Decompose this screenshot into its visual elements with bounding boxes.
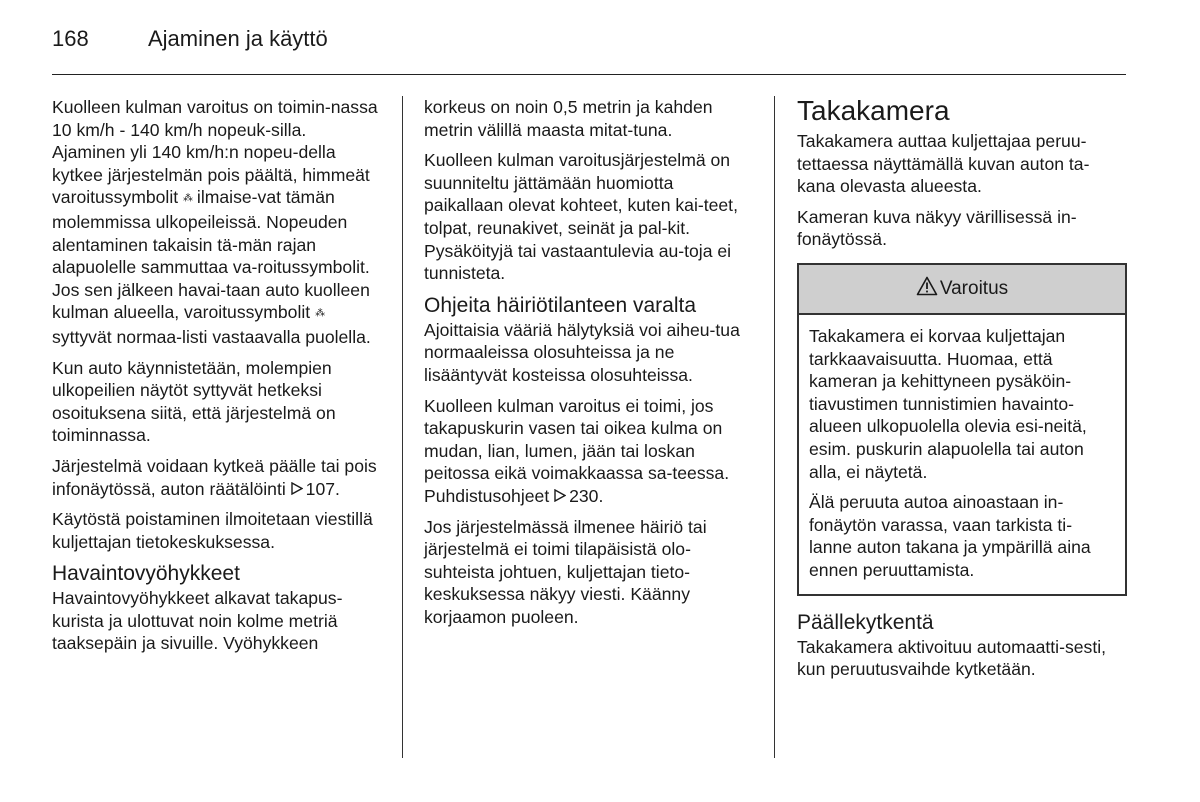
warning-header <box>799 265 1125 315</box>
text-run: Järjestelmä voidaan kytkeä päälle tai pois infonäytössä, auton räätälöinti <box>52 455 377 499</box>
column-divider <box>774 96 775 758</box>
text-run: Kuolleen kulman varoitus ei toimi, jos takapuskurin vasen tai oikea kulma on mudan, lian, lumen, jään tai loskan peitossa eikä voimakkaassa sa-teessa. Puhdistusohjeet <box>424 395 730 506</box>
paragraph <box>52 455 382 500</box>
paragraph: Ajoittaisia vääriä hälytyksiä voi aiheu-tua normaaleissa olosuhteissa ja ne lisääntyvät kosteissa olosuhteissa. <box>424 319 740 385</box>
section-title: Takakamera <box>797 95 950 126</box>
text-run: syttyvät normaa-listi vastaavalla puolella. <box>52 326 371 347</box>
page-header <box>52 26 1126 75</box>
paragraph <box>52 96 382 349</box>
warning-triangle-icon <box>916 276 938 302</box>
section-heading: Päällekytkentä <box>797 610 934 634</box>
paragraph: Kuolleen kulman varoitusjärjestelmä on suunniteltu jättämään huomiotta paikallaan olevat kohteet, kuten kai-teet, tolpat, reunakivet, seinät ja pal-kit. Pysäköityjä tai vastaantulevia au-toja ei tunnisteta. <box>424 150 738 284</box>
page-reference-arrow-icon <box>554 485 566 508</box>
paragraph: Takakamera auttaa kuljettajaa peruu-tettaessa näyttämällä kuvan auton ta-kana olevasta alueesta. <box>797 131 1090 197</box>
page-reference-arrow-icon <box>291 478 303 501</box>
paragraph: Älä peruuta autoa ainoastaan in-fonäytön varassa, vaan tarkista ti-lanne auton takana ja ympärillä aina ennen peruuttamista. <box>809 492 1091 580</box>
column-divider <box>402 96 403 758</box>
section-heading: Havaintovyöhykkeet <box>52 562 240 586</box>
paragraph: Havaintovyöhykkeet alkavat takapus-kurista ja ulottuvat noin kolme metriä taaksepäin ja sivuille. Vyöhykkeen <box>52 588 343 654</box>
text-run: Kuolleen kulman varoitus on toimin-nassa 10 km/h - 140 km/h nopeuk-silla. Ajaminen yli 140 km/h:n nopeu-della kytkee järjestelmän pois päältä, himmeät varoitussymbolit <box>52 97 378 208</box>
paragraph: korkeus on noin 0,5 metrin ja kahden metrin välillä maasta mitat-tuna. <box>424 97 713 140</box>
blind-spot-warning-icon: ⁂ <box>315 308 325 320</box>
paragraph: Kameran kuva näkyy värillisessä in-fonäytössä. <box>797 206 1077 250</box>
paragraph <box>424 395 754 508</box>
warning-box <box>797 263 1127 596</box>
page-reference[interactable]: 230. <box>569 485 604 506</box>
paragraph: Jos järjestelmässä ilmenee häiriö tai järjestelmä ei toimi tilapäisistä olo-suhteista johtuen, kuljettajan tieto-keskuksessa näkyy viesti. Käänny korjaamon puoleen. <box>424 516 707 627</box>
section-heading: Ohjeita häiriötilanteen varalta <box>424 293 696 317</box>
page-number: 168 <box>52 26 89 51</box>
blind-spot-warning-icon: ⁂ <box>183 193 193 205</box>
warning-label: Varoitus <box>939 277 1009 299</box>
paragraph: Kun auto käynnistetään, molempien ulkopeilien näytöt syttyvät hetkeksi osoituksena siitä, että järjestelmä on toiminnassa. <box>52 357 336 446</box>
column-middle <box>424 96 754 636</box>
chapter-title: Ajaminen ja käyttö <box>148 26 328 51</box>
warning-body <box>799 315 1125 594</box>
paragraph: Takakamera ei korvaa kuljettajan tarkkaavaisuutta. Huomaa, että kameran ja kehittyneen pysäköin-tiavustimen tunnistimien havainto-alueen ulkopuolella olevia esi-neitä, esim. puskurin alapuolella tai auton alla, ei näytetä. <box>809 325 1087 482</box>
paragraph: Käytöstä poistaminen ilmoitetaan viestillä kuljettajan tietokeskuksessa. <box>52 509 373 552</box>
column-left <box>52 96 382 663</box>
text-run: ilmaise-vat tämän molemmissa ulkopeileissä. Nopeuden alentaminen takaisin tä-män rajan alapuolelle sammuttaa va-roitussymbolit. Jos sen jälkeen havai-taan auto kuolleen kulman alueella, varoitussymbolit <box>52 187 370 323</box>
paragraph: Takakamera aktivoituu automaatti-sesti, kun peruutusvaihde kytketään. <box>797 636 1107 680</box>
page-reference[interactable]: 107. <box>305 478 340 499</box>
column-right <box>797 96 1127 689</box>
